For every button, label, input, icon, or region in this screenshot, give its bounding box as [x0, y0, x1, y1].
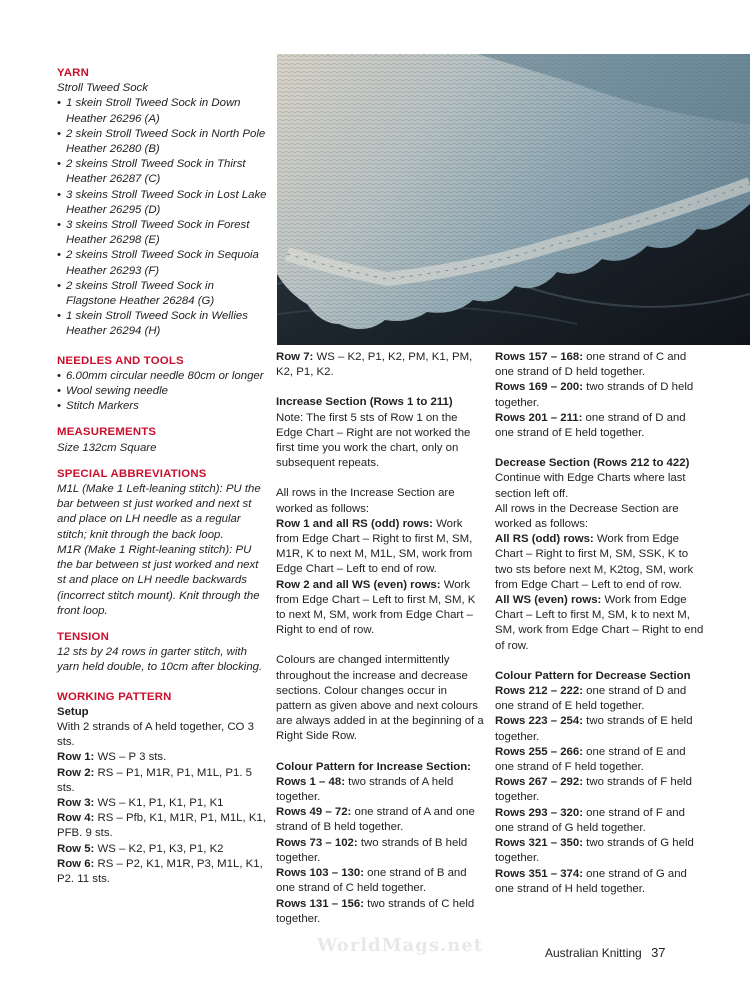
row-label: Rows 131 – 156: — [276, 897, 365, 910]
column-3 — [495, 350, 705, 897]
list-item: • Stitch Markers — [57, 399, 267, 414]
row-instruction — [495, 380, 705, 410]
row-label: Rows 49 – 72: — [276, 806, 352, 819]
list-item: • 2 skeins Stroll Tweed Sock in Thirst Heather 26287 (C) — [57, 157, 267, 187]
colour-pattern-decrease-heading: Colour Pattern for Decrease Section — [495, 669, 691, 682]
row-label: Rows 169 – 200: — [495, 381, 584, 394]
row-text: WS – P 3 sts. — [94, 751, 167, 764]
row-label: Rows 223 – 254: — [495, 715, 584, 728]
row-label: Rows 255 – 266: — [495, 745, 584, 758]
row-label: Row 4: — [57, 812, 95, 825]
row-text: one strand of G and one strand of H held together. — [495, 867, 687, 895]
row-instruction — [276, 805, 484, 835]
page-number: 37 — [651, 945, 666, 960]
shawl-photo — [277, 54, 750, 345]
row-text: two strands of D held together. — [495, 381, 694, 409]
row-instruction — [495, 745, 705, 775]
row-text: one strand of E and one strand of F held together. — [495, 745, 686, 774]
tension-heading: TENSION — [57, 630, 110, 643]
row-instruction — [495, 806, 705, 836]
row-instruction — [495, 775, 705, 805]
row-text: one strand of F and one strand of G held together. — [495, 806, 685, 834]
setup-text: With 2 strands of A held together, CO 3 sts. — [57, 720, 254, 749]
decrease-text-2: All rows in the Decrease Section are worked as follows: — [495, 502, 679, 531]
row-text: Work from Edge Chart – Right to first M, SM, M1R, K to next M, M1L, SM, work from Edge Chart – Left to end of row. — [276, 517, 473, 576]
row-instruction — [495, 714, 705, 744]
row-text: RS – Pfb, K1, M1R, P1, M1L, K1, PFB. 9 sts. — [57, 812, 266, 840]
row-instruction — [57, 811, 267, 841]
column-1 — [57, 66, 267, 887]
row-instruction — [57, 857, 267, 887]
decrease-text-1: Continue with Edge Charts where last section left off. — [495, 472, 686, 500]
row-label: All WS (even) rows: — [495, 594, 602, 607]
row-instruction — [276, 578, 484, 639]
increase-heading: Increase Section (Rows 1 to 211) — [276, 396, 453, 409]
row-instruction — [276, 775, 484, 805]
row-instruction — [495, 532, 705, 593]
list-item: • 3 skeins Stroll Tweed Sock in Forest Heather 26298 (E) — [57, 218, 267, 248]
row-label: Rows 321 – 350: — [495, 837, 584, 850]
row-text: RS – P2, K1, M1R, P3, M1L, K1, P2. 11 sts. — [57, 857, 263, 885]
row-text: two strands of A held together. — [276, 775, 454, 804]
measurements-text: Size 132cm Square — [57, 441, 157, 454]
row-instruction — [276, 517, 484, 578]
row-instruction — [495, 684, 705, 714]
row-text: one strand of B and one strand of C held together. — [276, 867, 467, 895]
row-label: Row 1: — [57, 751, 95, 764]
colours-paragraph: Colours are changed intermittently throughout the increase and decrease sections. Colour changes occur in pattern as given above and next colours are always added in at the beginning of a Right Side Row. — [276, 654, 484, 743]
row-text: two strands of F held together. — [495, 776, 692, 804]
measurements-heading: MEASUREMENTS — [57, 426, 157, 439]
row-instruction — [57, 766, 267, 796]
row-label: Row 5: — [57, 842, 95, 855]
row-text: Work from Edge Chart – Left to first M, SM, K to next M, SM, work from Edge Chart – Right to end of row. — [276, 578, 476, 637]
row-label: Rows 1 – 48: — [276, 775, 346, 788]
list-item: • Wool sewing needle — [57, 384, 267, 399]
increase-note: Note: The first 5 sts of Row 1 on the Edge Chart – Right are not worked the first time you work the chart, only on subsequent repeats. — [276, 411, 471, 470]
list-item: • 2 skeins Stroll Tweed Sock in Flagstone Heather 26284 (G) — [57, 279, 267, 309]
row-instruction — [495, 867, 705, 897]
list-item: • 3 skeins Stroll Tweed Sock in Lost Lake Heather 26295 (D) — [57, 188, 267, 218]
row-label: Row 6: — [57, 857, 95, 870]
row-label: Rows 103 – 130: — [276, 867, 365, 880]
row-instruction — [495, 411, 705, 441]
setup-heading: Setup — [57, 705, 89, 718]
row-text: Work from Edge Chart – Right to first M, SM, SSK, K to two sts before next M, K2tog, SM, work from Edge Chart – Left to end of row. — [495, 533, 694, 591]
decrease-heading: Decrease Section (Rows 212 to 422) — [495, 457, 690, 470]
yarn-brand: Stroll Tweed Sock — [57, 82, 148, 95]
row-instruction — [57, 796, 267, 811]
row-text: WS – K1, P1, K1, P1, K1 — [94, 796, 224, 809]
row-label: Rows 201 – 211: — [495, 411, 583, 424]
row-text: one strand of D and one strand of E held together. — [495, 411, 686, 440]
row-instruction — [276, 897, 484, 927]
yarn-heading: YARN — [57, 67, 90, 79]
abbrev-m1r: M1R (Make 1 Right-leaning stitch): PU the bar between st just worked and next st and place on LH needle backwards (incorrect stitch mount). Knit through the front loop. — [57, 543, 260, 617]
row-label: Rows 351 – 374: — [495, 867, 584, 880]
list-item: • 1 skein Stroll Tweed Sock in Down Heather 26296 (A) — [57, 96, 267, 126]
watermark: WorldMags.net — [316, 935, 484, 956]
magazine-name: Australian Knitting — [545, 946, 642, 960]
increase-intro: All rows in the Increase Section are worked as follows: — [276, 487, 455, 515]
abbrev-m1l: M1L (Make 1 Left-leaning stitch): PU the bar between st just worked and next st and place on LH needle as a regular stitch; knit through the back loop. — [57, 483, 261, 541]
row-instruction — [57, 750, 267, 765]
row-text: two strands of C held together. — [276, 897, 475, 925]
row-text: one strand of A and one strand of B held together. — [276, 806, 475, 834]
row-label: Rows 157 – 168: — [495, 351, 584, 363]
row-instruction — [57, 842, 267, 857]
yarn-list — [57, 96, 267, 339]
list-item: • 2 skeins Stroll Tweed Sock in Sequoia Heather 26293 (F) — [57, 248, 267, 278]
working-pattern-heading: WORKING PATTERN — [57, 690, 172, 703]
row-label: Rows 73 – 102: — [276, 836, 358, 849]
row-instruction — [495, 350, 705, 380]
row-instruction — [495, 836, 705, 866]
row-label: Rows 267 – 292: — [495, 776, 584, 789]
column-2 — [276, 350, 484, 927]
row-text: two strands of G held together. — [495, 837, 694, 865]
colour-pattern-increase-heading: Colour Pattern for Increase Section: — [276, 760, 471, 773]
row-text: two strands of E held together. — [495, 715, 693, 743]
row-instruction — [276, 350, 484, 380]
list-item: • 1 skein Stroll Tweed Sock in Wellies Heather 26294 (H) — [57, 309, 267, 339]
row-label: Row 2: — [57, 766, 95, 779]
row-text: Work from Edge Chart – Left to first M, SM, k to next M, SM, work from Edge Chart – Right to end of row. — [495, 594, 704, 652]
row-instruction — [495, 593, 705, 654]
row-text: one strand of C and one strand of D held together. — [495, 351, 687, 379]
list-item: • 6.00mm circular needle 80cm or longer — [57, 369, 267, 384]
row-instruction — [276, 866, 484, 896]
row-text: RS – P1, M1R, P1, M1L, P1. 5 sts. — [57, 766, 252, 794]
row-label: Rows 293 – 320: — [495, 806, 584, 819]
needles-heading: NEEDLES AND TOOLS — [57, 354, 184, 367]
page-footer — [545, 945, 666, 960]
row-instruction — [276, 836, 484, 866]
needles-list — [57, 369, 267, 415]
row-label: Rows 212 – 222: — [495, 685, 584, 698]
row-text: WS – K2, P1, K3, P1, K2 — [94, 842, 224, 855]
row-text: one strand of D and one strand of E held together. — [495, 685, 687, 713]
row-label: All RS (odd) rows: — [495, 533, 594, 546]
row-text: WS – K2, P1, K2, PM, K1, PM, K2, P1, K2. — [276, 351, 473, 379]
row-label: Row 7: — [276, 351, 314, 363]
row-text: two strands of B held together. — [276, 836, 468, 864]
tension-text: 12 sts by 24 rows in garter stitch, with yarn held double, to 10cm after blocking. — [57, 646, 263, 674]
abbreviations-heading: SPECIAL ABBREVIATIONS — [57, 467, 207, 480]
row-label: Row 3: — [57, 796, 95, 809]
row-label: Row 2 and all WS (even) rows: — [276, 578, 441, 591]
row-label: Row 1 and all RS (odd) rows: — [276, 517, 433, 530]
list-item: • 2 skein Stroll Tweed Sock in North Pole Heather 26280 (B) — [57, 127, 267, 157]
